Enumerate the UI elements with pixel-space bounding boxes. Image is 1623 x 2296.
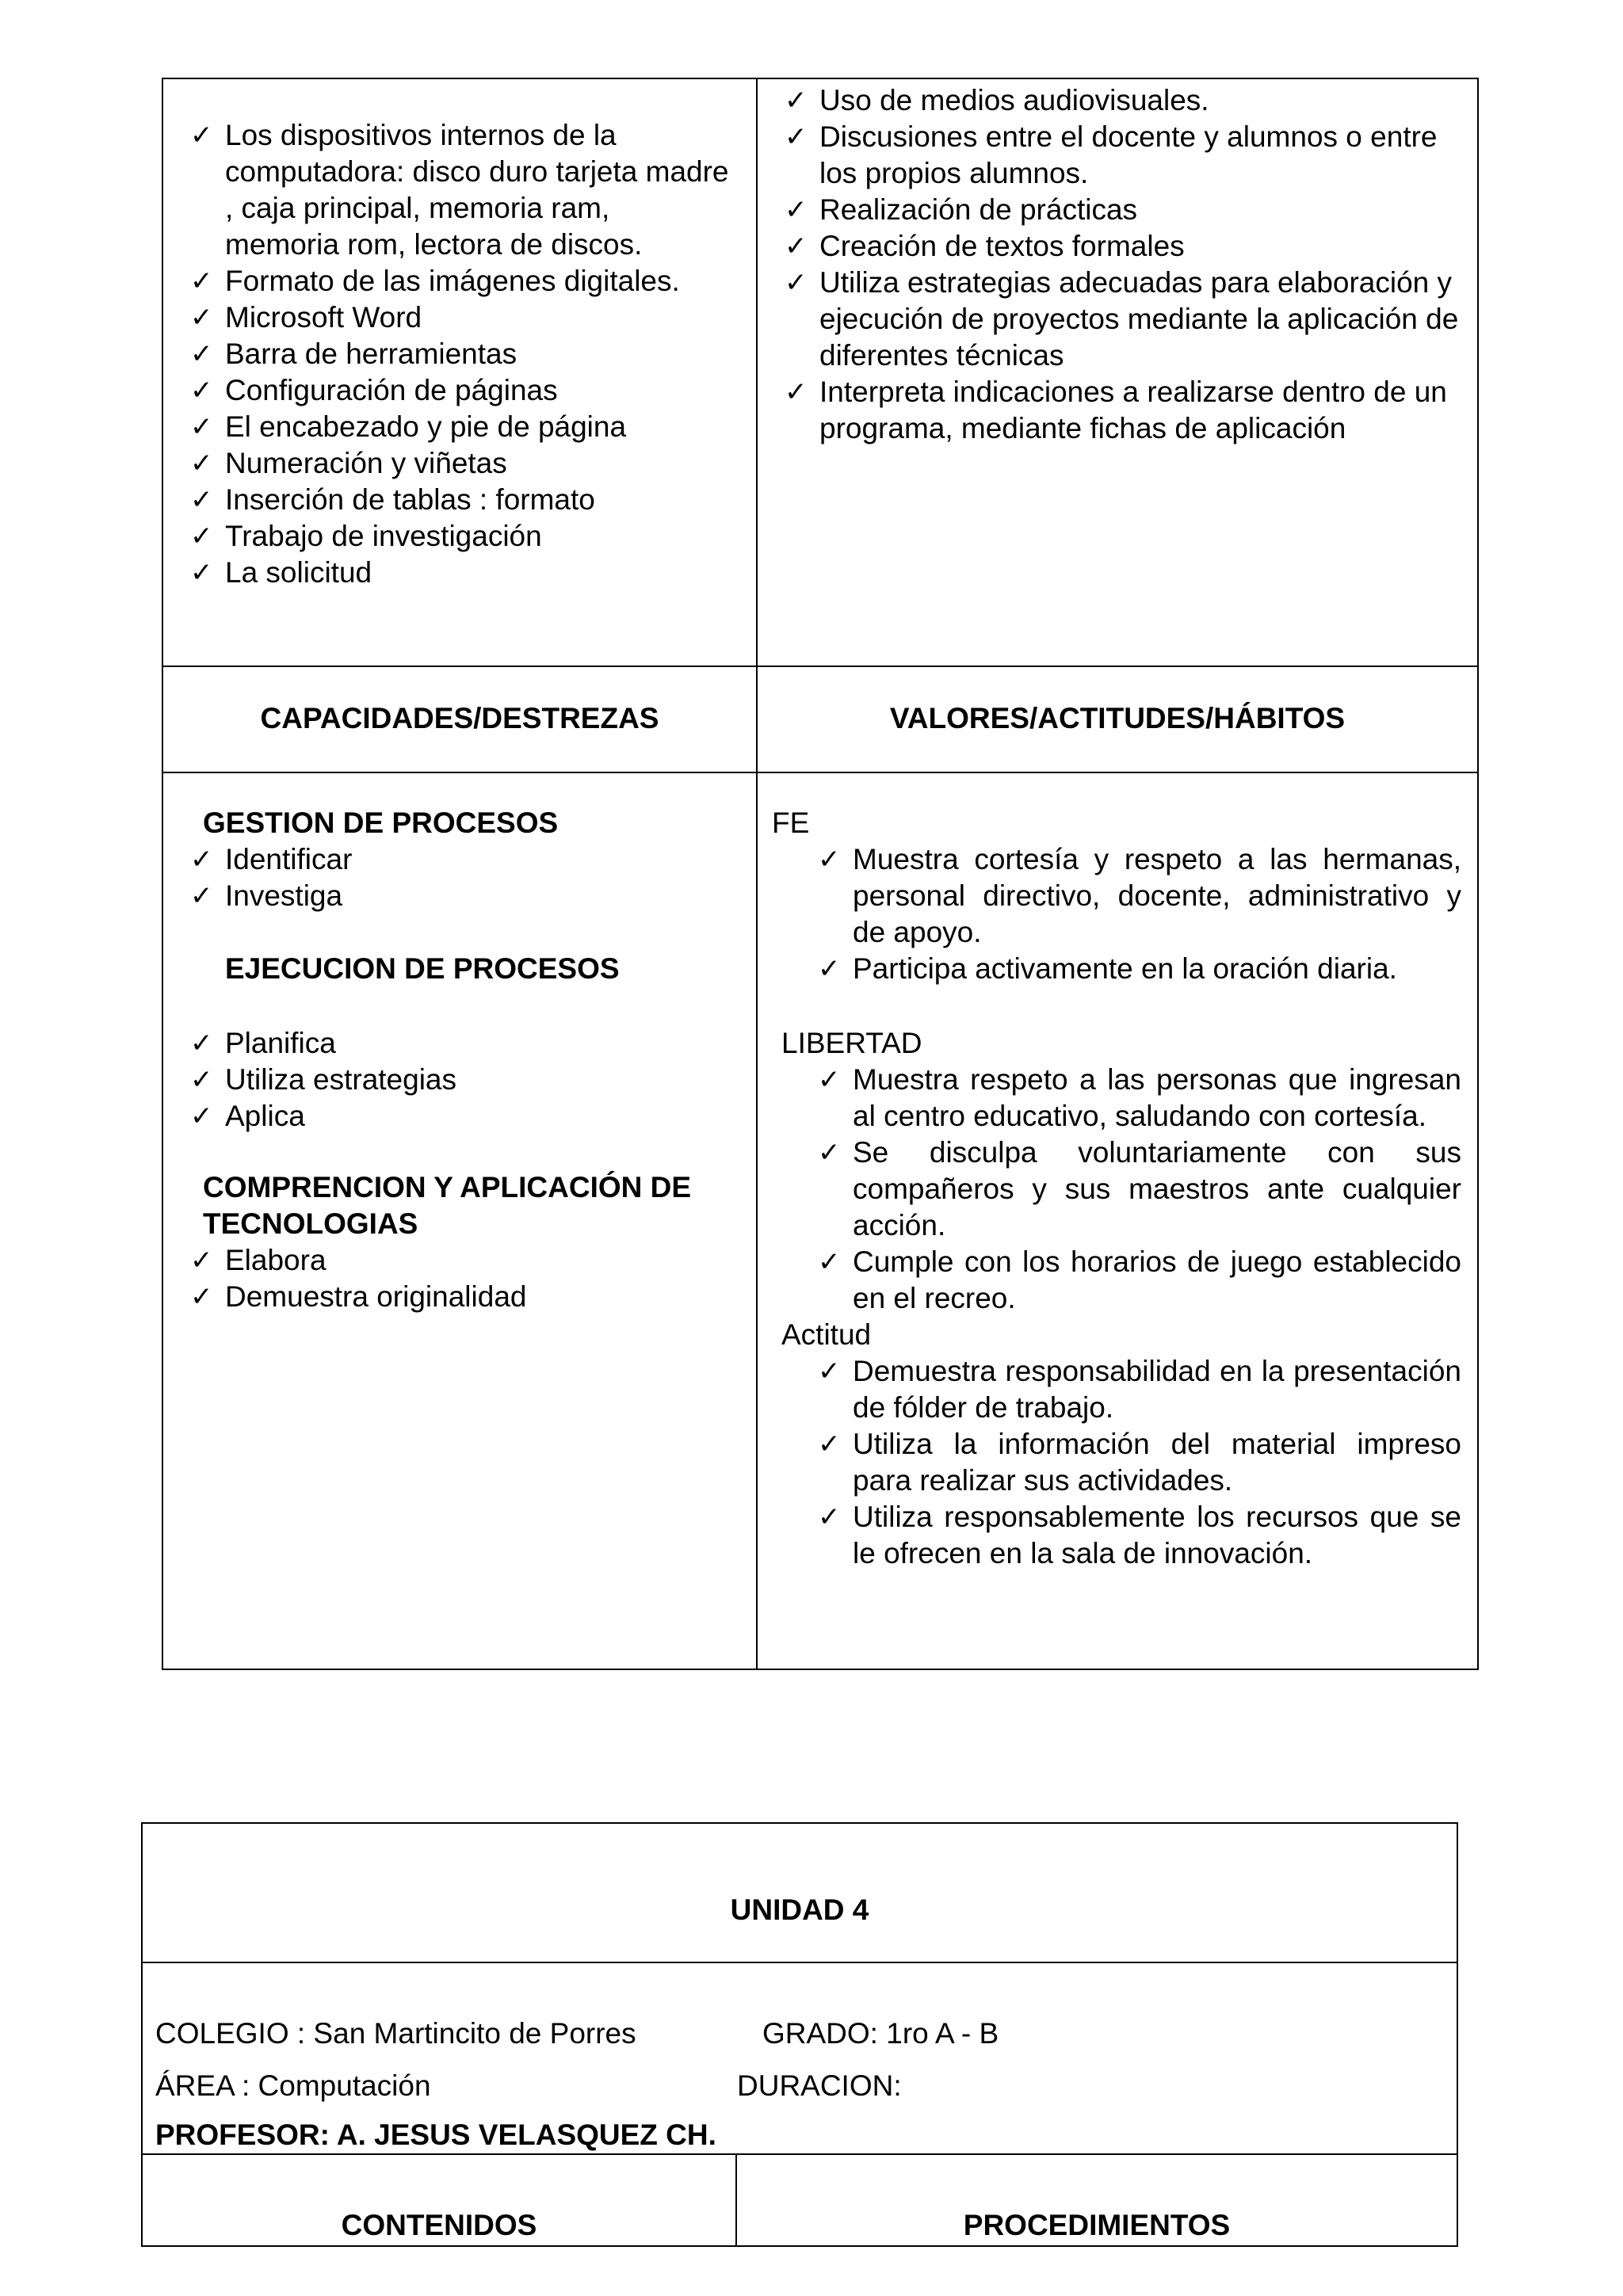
header-procedimientos: PROCEDIMIENTOS — [963, 2209, 1231, 2241]
valores-cell — [772, 805, 1461, 1572]
list-item: ✓ Se disculpa voluntariamente con sus compañeros y sus maestros ante cualquier acción. — [804, 1135, 1461, 1244]
list-item: ✓ Participa activamente en la oración diaria. — [804, 951, 1461, 987]
list-item: ✓ Muestra respeto a las personas que ingresan al centro educativo, saludando con cortesía. — [804, 1062, 1461, 1135]
list-item: ✓ Muestra cortesía y respeto a las hermanas, personal directivo, docente, administrativo y de apoyo. — [804, 841, 1461, 951]
list-item: ✓ Cumple con los horarios de juego establecido en el recreo. — [804, 1244, 1461, 1317]
list-item: ✓ Microsoft Word — [176, 299, 731, 336]
grado-label: GRADO: 1ro A - B — [762, 2017, 999, 2050]
list-item: ✓ Numeración y viñetas — [176, 445, 731, 482]
list-item: ✓ Demuestra responsabilidad en la presentación de fólder de trabajo. — [804, 1353, 1461, 1426]
table-row-divider — [141, 1962, 1458, 1963]
list-item: ✓ Barra de herramientas — [176, 336, 731, 372]
list-item: ✓ Elabora — [176, 1242, 731, 1279]
section-title-ejecucion: EJECUCION DE PROCESOS — [225, 952, 620, 985]
capacidades-cell — [176, 805, 731, 1315]
actitud-list — [804, 1353, 1461, 1572]
colegio-label: COLEGIO : San Martincito de Porres — [155, 2017, 636, 2050]
procedimientos-list — [770, 82, 1468, 447]
ejecucion-list — [176, 1025, 731, 1135]
list-item: ✓ Realización de prácticas — [770, 192, 1468, 228]
list-item: ✓ Planifica — [176, 1025, 731, 1062]
list-item: ✓ Formato de las imágenes digitales. — [176, 263, 731, 299]
profesor-label: PROFESOR: A. JESUS VELASQUEZ CH. — [155, 2119, 716, 2151]
section-title-gestion: GESTION DE PROCESOS — [203, 807, 559, 839]
section-title-libertad: LIBERTAD — [781, 1027, 922, 1059]
procedimientos-cell — [770, 82, 1468, 447]
list-item: ✓ La solicitud — [176, 555, 731, 591]
list-item: ✓ Trabajo de investigación — [176, 518, 731, 555]
section-title-fe: FE — [772, 807, 810, 839]
duracion-label: DURACION: — [737, 2069, 902, 2102]
list-item: ✓ Inserción de tablas : formato — [176, 482, 731, 518]
comprension-list — [176, 1242, 731, 1315]
unidad-title: UNIDAD 4 — [730, 1894, 869, 1926]
header-contenidos: CONTENIDOS — [341, 2209, 537, 2241]
list-item: ✓ Utiliza responsablemente los recursos que se le ofrecen en la sala de innovación. — [804, 1499, 1461, 1572]
list-item: ✓ Configuración de páginas — [176, 372, 731, 409]
libertad-list — [804, 1062, 1461, 1317]
list-item: ✓ Discusiones entre el docente y alumnos o entre los propios alumnos. — [770, 119, 1468, 192]
list-item: ✓ El encabezado y pie de página — [176, 409, 731, 445]
list-item: ✓ Demuestra originalidad — [176, 1279, 731, 1315]
table-row-divider — [162, 772, 1479, 773]
list-item: ✓ Interpreta indicaciones a realizarse dentro de un programa, mediante fichas de aplicación — [770, 374, 1468, 447]
contenidos-list — [176, 117, 731, 591]
section-title-actitud: Actitud — [781, 1318, 872, 1351]
table-column-divider — [756, 78, 758, 1670]
list-item: ✓ Identificar — [176, 841, 731, 878]
header-capacidades: CAPACIDADES/DESTREZAS — [260, 702, 659, 734]
list-item: ✓ Utiliza estrategias — [176, 1062, 731, 1098]
table-row-divider — [162, 666, 1479, 667]
header-valores: VALORES/ACTITUDES/HÁBITOS — [889, 702, 1346, 734]
table-row-divider — [141, 2153, 1458, 2155]
list-item: ✓ Los dispositivos internos de la computadora: disco duro tarjeta madre , caja principal, memoria ram, memoria rom, lectora de discos. — [176, 117, 731, 263]
fe-list — [804, 841, 1461, 987]
list-item: ✓ Investiga — [176, 878, 731, 914]
section-title-comprension: COMPRENCION Y APLICACIÓN DE — [203, 1171, 692, 1203]
gestion-list — [176, 841, 731, 914]
area-label: ÁREA : Computación — [155, 2069, 431, 2102]
contenidos-cell — [176, 117, 731, 591]
list-item: ✓ Creación de textos formales — [770, 228, 1468, 265]
list-item: ✓ Utiliza estrategias adecuadas para elaboración y ejecución de proyectos mediante la aplicación de diferentes técnicas — [770, 265, 1468, 374]
section-title-comprension-line2: TECNOLOGIAS — [203, 1207, 418, 1240]
list-item: ✓ Uso de medios audiovisuales. — [770, 82, 1468, 119]
list-item: ✓ Utiliza la información del material impreso para realizar sus actividades. — [804, 1426, 1461, 1499]
list-item: ✓ Aplica — [176, 1098, 731, 1135]
